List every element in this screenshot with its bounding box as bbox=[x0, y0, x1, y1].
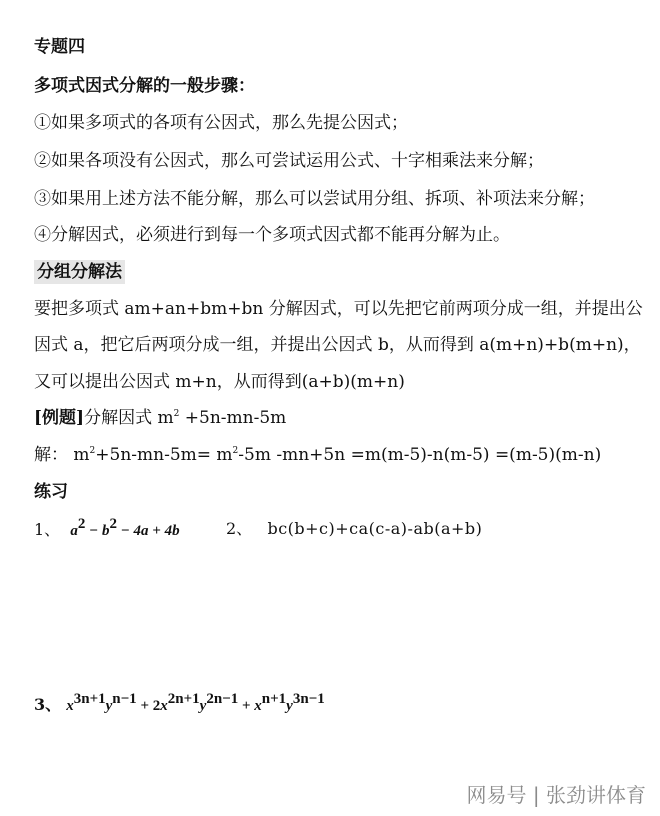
exercise-3-y1-sup: n−1 bbox=[112, 691, 137, 707]
solution-part-1: m bbox=[68, 445, 90, 465]
exercise-3 bbox=[34, 692, 325, 715]
exercise-3-x2: x bbox=[160, 698, 168, 714]
solution-line bbox=[34, 444, 601, 466]
exercise-1-a-sup: 2 bbox=[77, 516, 86, 532]
example-text-rest: +5n-mn-5m bbox=[179, 408, 287, 428]
exercise-2-expression: bc(b+c)+ca(c-a)-ab(a+b) bbox=[267, 519, 483, 538]
watermark: 网易号 | 张劲讲体育 bbox=[466, 783, 646, 807]
exercise-3-x3: x bbox=[254, 698, 262, 714]
example-sup: 2 bbox=[173, 409, 180, 419]
exercise-1-b: − b bbox=[85, 523, 110, 539]
exercise-1 bbox=[34, 517, 180, 540]
example-tag: [例题] bbox=[34, 408, 85, 428]
solution-sup-2: 2 bbox=[232, 446, 239, 456]
exercise-3-x1-sup: 3n+1 bbox=[73, 691, 106, 707]
topic-title: 专题四 bbox=[34, 37, 85, 57]
exercise-1-number: 1、 bbox=[34, 520, 61, 539]
exercise-3-plus-2: + bbox=[238, 698, 255, 714]
step-1: ①如果多项式的各项有公因式，那么先提公因式； bbox=[34, 113, 408, 133]
section-heading-text: 分组分解法 bbox=[34, 260, 125, 284]
exercise-2-number: 2、 bbox=[226, 519, 253, 538]
exercise-3-y3-sup: 3n−1 bbox=[292, 691, 325, 707]
exercise-3-y2: y bbox=[199, 698, 207, 714]
paragraph-line-1: 要把多项式 am+an+bm+bn 分解因式，可以先把它前两项分成一组，并提出公 bbox=[34, 299, 643, 319]
exercise-3-y3: y bbox=[286, 698, 293, 714]
step-3: ③如果用上述方法不能分解，那么可以尝试用分组、拆项、补项法来分解； bbox=[34, 189, 595, 209]
exercise-3-plus-1: + 2 bbox=[136, 698, 161, 714]
exercise-1-a: a bbox=[70, 523, 78, 539]
solution-part-2: +5n-mn-5m= m bbox=[95, 445, 233, 465]
paragraph-line-2: 因式 a，把它后两项分成一组，并提出公因式 b，从而得到 a(m+n)+b(m+n)， bbox=[34, 335, 641, 355]
steps-title: 多项式因式分解的一般步骤： bbox=[34, 76, 255, 96]
solution-sup-1: 2 bbox=[89, 446, 96, 456]
step-4: ④分解因式，必须进行到每一个多项式因式都不能再分解为止。 bbox=[34, 225, 510, 245]
section-heading bbox=[34, 261, 125, 283]
exercise-3-number: 3、 bbox=[34, 695, 62, 714]
exercise-1-b-sup: 2 bbox=[109, 516, 117, 532]
solution-part-3: -5m -mn+5n =m(m-5)-n(m-5) =(m-5)(m-n) bbox=[238, 445, 602, 465]
exercise-3-y2-sup: 2n−1 bbox=[206, 691, 239, 707]
paragraph-line-3: 又可以提出公因式 m+n，从而得到(a+b)(m+n) bbox=[34, 372, 405, 392]
exercise-3-x2-sup: 2n+1 bbox=[167, 691, 200, 707]
exercise-3-x3-sup: n+1 bbox=[261, 691, 287, 707]
example-text: 分解因式 m bbox=[84, 408, 174, 428]
example-line bbox=[34, 407, 286, 429]
step-2: ②如果各项没有公因式，那么可尝试运用公式、十字相乘法来分解； bbox=[34, 151, 544, 171]
practice-heading: 练习 bbox=[34, 482, 68, 502]
exercise-2 bbox=[226, 516, 482, 539]
exercise-1-rest: − 4a + 4b bbox=[116, 523, 180, 539]
exercise-3-x1: x bbox=[66, 698, 74, 714]
exercise-3-y1: y bbox=[105, 698, 113, 714]
solution-label: 解： bbox=[34, 445, 68, 465]
